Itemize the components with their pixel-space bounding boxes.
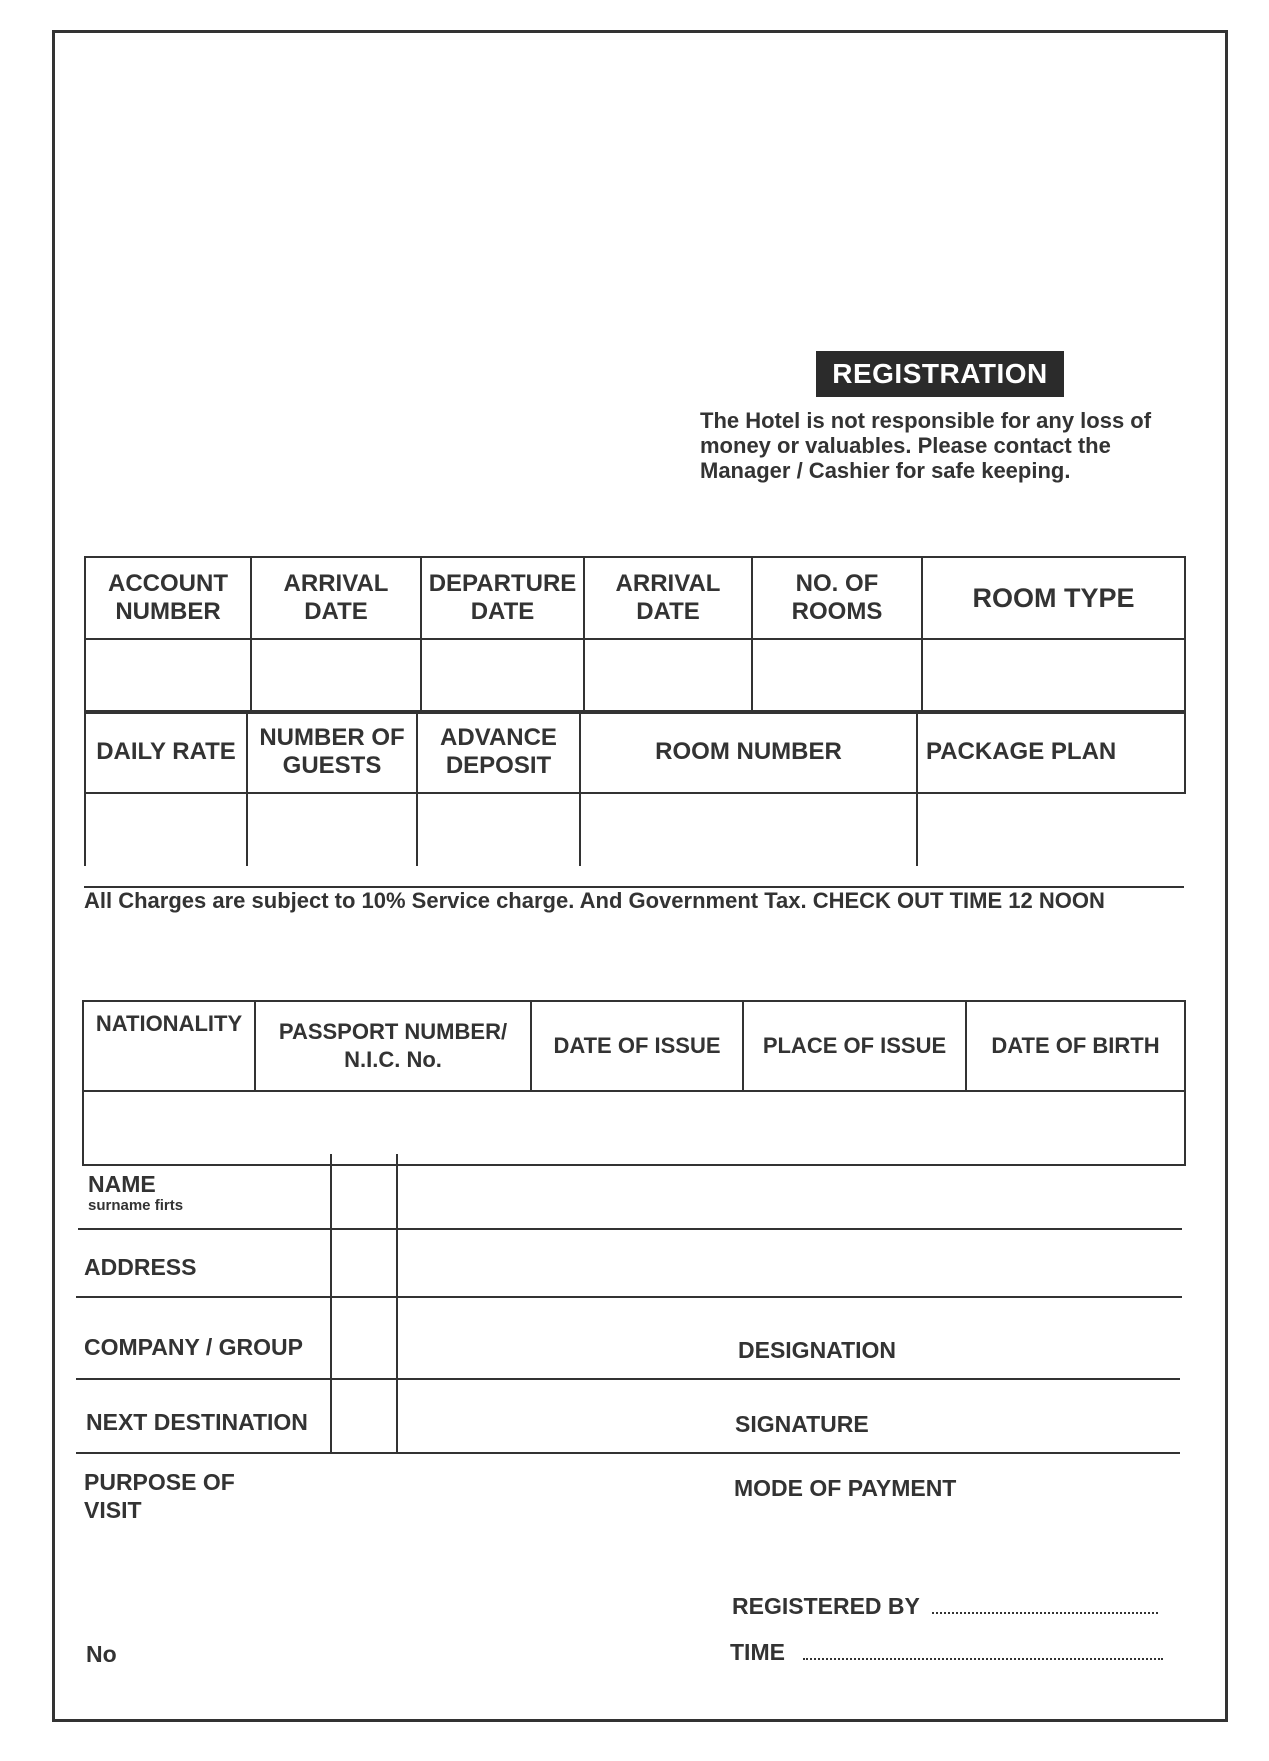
- room-number-cell[interactable]: [580, 793, 917, 866]
- guest-divider-1: [330, 1154, 332, 1454]
- name-sub-label: surname firts: [88, 1197, 184, 1214]
- header-advance-deposit: ADVANCE DEPOSIT: [417, 711, 580, 793]
- name-field[interactable]: [400, 1160, 1180, 1226]
- company-field[interactable]: [400, 1300, 720, 1376]
- registered-by-field[interactable]: [932, 1594, 1158, 1614]
- package-plan-cell[interactable]: [917, 793, 1185, 866]
- header-arrival-date: ARRIVAL DATE: [251, 557, 421, 639]
- time-field[interactable]: [803, 1640, 1163, 1660]
- header-date-of-birth: DATE OF BIRTH: [966, 1001, 1185, 1091]
- arrival-date-2-cell[interactable]: [584, 639, 752, 713]
- header-nationality: NATIONALITY: [83, 1001, 255, 1091]
- booking-table: [84, 556, 1186, 714]
- arrival-date-cell[interactable]: [251, 639, 421, 713]
- form-title: REGISTRATION: [816, 351, 1064, 397]
- liability-notice: The Hotel is not responsible for any loss of money or valuables. Please contact the Manager / Cashier for safe keeping.: [700, 408, 1152, 483]
- designation-label: DESIGNATION: [738, 1337, 897, 1363]
- company-rule: [76, 1378, 1180, 1380]
- guest-divider-2: [396, 1154, 398, 1454]
- departure-date-cell[interactable]: [421, 639, 584, 713]
- purpose-of-visit-label: PURPOSE OF VISIT: [84, 1469, 235, 1523]
- time-label: TIME: [730, 1638, 1163, 1666]
- signature-label: SIGNATURE: [735, 1411, 869, 1437]
- next-destination-field[interactable]: [400, 1382, 720, 1450]
- identity-details-cell[interactable]: [83, 1091, 1185, 1165]
- account-number-cell[interactable]: [85, 639, 251, 713]
- rate-table: [84, 710, 1186, 866]
- charges-note: All Charges are subject to 10% Service charge. And Government Tax. CHECK OUT TIME 12 NOON: [84, 888, 1105, 913]
- header-no-of-rooms: NO. OF ROOMS: [752, 557, 922, 639]
- address-label: ADDRESS: [84, 1254, 197, 1280]
- header-arrival-date-2: ARRIVAL DATE: [584, 557, 752, 639]
- mode-of-payment-label: MODE OF PAYMENT: [734, 1475, 957, 1501]
- form-number-label: No: [86, 1641, 117, 1667]
- header-place-of-issue: PLACE OF ISSUE: [743, 1001, 966, 1091]
- header-package-plan: PACKAGE PLAN: [917, 711, 1185, 793]
- header-number-of-guests: NUMBER OF GUESTS: [247, 711, 417, 793]
- header-room-number: ROOM NUMBER: [580, 711, 917, 793]
- header-date-of-issue: DATE OF ISSUE: [531, 1001, 743, 1091]
- identity-table: [82, 1000, 1186, 1166]
- daily-rate-cell[interactable]: [85, 793, 247, 866]
- advance-deposit-cell[interactable]: [417, 793, 580, 866]
- next-destination-label: NEXT DESTINATION: [86, 1409, 308, 1435]
- header-room-type: ROOM TYPE: [922, 557, 1185, 639]
- header-daily-rate: DAILY RATE: [85, 711, 247, 793]
- header-account-number: ACCOUNT NUMBER: [85, 557, 251, 639]
- room-type-cell[interactable]: [922, 639, 1185, 713]
- registered-by-label: REGISTERED BY: [732, 1592, 1158, 1620]
- no-of-rooms-cell[interactable]: [752, 639, 922, 713]
- address-field[interactable]: [400, 1232, 1180, 1294]
- number-of-guests-cell[interactable]: [247, 793, 417, 866]
- destination-rule: [76, 1452, 1180, 1454]
- name-label: NAME surname firts: [88, 1171, 184, 1214]
- header-departure-date: DEPARTURE DATE: [421, 557, 584, 639]
- header-passport-number: PASSPORT NUMBER/ N.I.C. No.: [255, 1001, 531, 1091]
- address-rule: [76, 1296, 1182, 1298]
- name-rule: [78, 1228, 1182, 1230]
- company-label: COMPANY / GROUP: [84, 1334, 303, 1360]
